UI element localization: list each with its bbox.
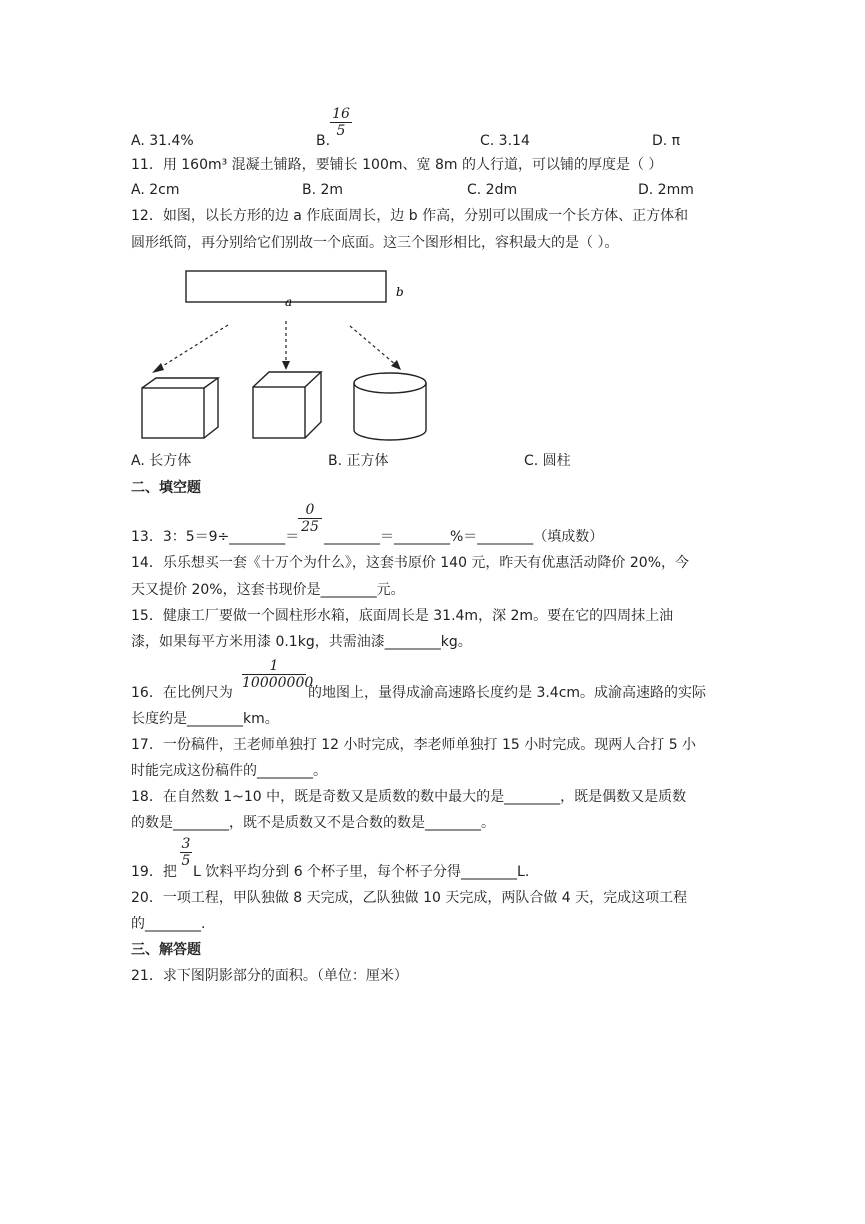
- q19-text-pre: 19．把: [131, 864, 177, 880]
- q20-line2: 的________.: [131, 916, 206, 932]
- q10-option-c: C. 3.14: [480, 133, 530, 149]
- q11-option-d: D. 2mm: [638, 182, 694, 198]
- section-heading-solve: 三、解答题: [131, 942, 201, 958]
- q11-text: 11．用 160m³ 混凝土铺路，要铺长 100m、宽 8m 的人行道，可以铺的厚度是（ ）: [131, 157, 663, 173]
- cuboid-shape: [142, 378, 218, 438]
- q10-option-b-fraction: [330, 106, 352, 139]
- label-b: b: [396, 285, 404, 299]
- q16-text-post: 的地图上，量得成渝高速路长度约是 3.4cm。成渝高速路的实际: [308, 685, 707, 701]
- q13-fraction: [298, 502, 322, 535]
- q17-line1: 17．一份稿件，王老师单独打 12 小时完成，李老师单独打 15 小时完成。现两人合打 5 小: [131, 737, 697, 753]
- q19-fraction: [180, 836, 192, 869]
- q12-line2: 圆形纸筒，再分别给它们别故一个底面。这三个图形相比，容积最大的是（ ）。: [131, 235, 619, 251]
- q11-option-b: B. 2m: [302, 182, 344, 198]
- q20-line1: 20．一项工程，甲队独做 8 天完成，乙队独做 10 天完成，两队合做 4 天，完成这项工程: [131, 890, 688, 906]
- fraction-numerator: 0: [298, 502, 322, 519]
- q16-line2: 长度约是________km。: [131, 711, 279, 727]
- q15-line1: 15．健康工厂要做一个圆柱形水箱，底面周长是 31.4m，深 2m。要在它的四周抹上油: [131, 608, 674, 624]
- cylinder-shape: [354, 373, 426, 440]
- q18-line2: 的数是________，既不是质数又不是合数的数是________。: [131, 815, 495, 831]
- q13-text-pre: 13．3：5＝9÷________＝: [131, 529, 300, 545]
- q21-text: 21．求下图阴影部分的面积。（单位：厘米）: [131, 968, 408, 984]
- cube-shape: [253, 372, 321, 438]
- q10-option-a: A. 31.4%: [131, 133, 194, 149]
- fraction-numerator: 1: [242, 658, 306, 675]
- q18-line1: 18．在自然数 1~10 中，既是奇数又是质数的数中最大的是________，既是偶数又是质数: [131, 789, 687, 805]
- section-heading-fill-blank: 二、填空题: [131, 480, 201, 496]
- fraction-denominator: 10000000: [242, 675, 314, 691]
- q14-line2: 天又提价 20%，这套书现价是________元。: [131, 582, 405, 598]
- q12-option-c: C. 圆柱: [524, 453, 571, 469]
- fraction-numerator: 16: [330, 106, 352, 123]
- arrow-to-cuboid: [158, 325, 228, 369]
- q12-line1: 12．如图，以长方形的边 a 作底面周长，边 b 作高，分别可以围成一个长方体、正方体和: [131, 208, 689, 224]
- q15-line2: 漆，如果每平方米用漆 0.1kg，共需油漆________kg。: [131, 634, 472, 650]
- arrow-to-cylinder: [350, 326, 396, 365]
- q10-option-d: D. π: [652, 133, 681, 149]
- q17-line2: 时能完成这份稿件的________。: [131, 763, 327, 779]
- fraction-denominator: 25: [301, 519, 319, 535]
- q14-line1: 14．乐乐想买一套《十万个为什么》，这套书原价 140 元，昨天有优惠活动降价 20%，今: [131, 555, 690, 571]
- q13-text-post: ________＝________%＝________（填成数）: [324, 529, 604, 545]
- q16-scale-fraction: [242, 658, 314, 691]
- q19-text-post: L 饮料平均分到 6 个杯子里，每个杯子分得________L.: [193, 864, 530, 880]
- q11-option-c: C. 2dm: [467, 182, 518, 198]
- q11-option-a: A. 2cm: [131, 182, 180, 198]
- q10-option-b: B.: [316, 133, 331, 149]
- label-a: a: [285, 295, 293, 309]
- fraction-denominator: 5: [181, 853, 191, 869]
- q16-text-pre: 16．在比例尺为: [131, 685, 233, 701]
- q12-option-a: A. 长方体: [131, 453, 192, 469]
- q12-diagram: [128, 262, 428, 442]
- fraction-denominator: 5: [336, 123, 346, 139]
- q12-option-b: B. 正方体: [328, 453, 389, 469]
- fraction-numerator: 3: [181, 836, 191, 852]
